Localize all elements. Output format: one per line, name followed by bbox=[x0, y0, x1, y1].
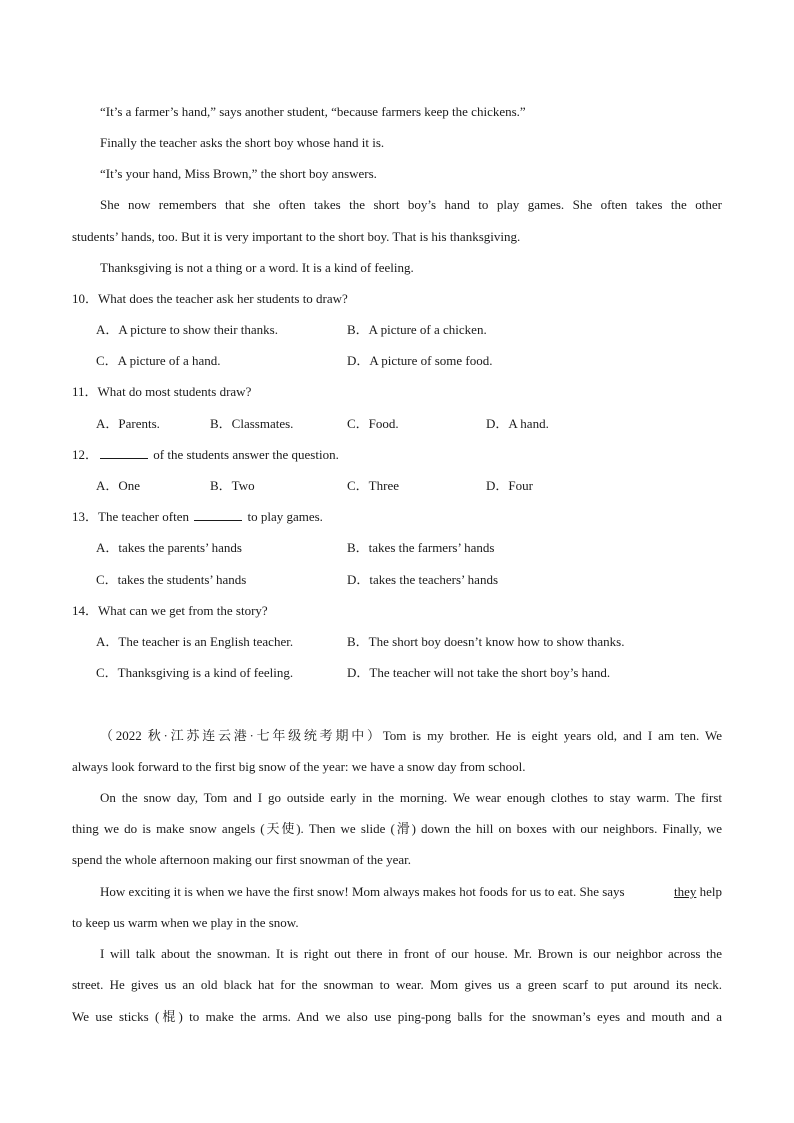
passage-line: thing we do is make snow angels (天使). Then we slide (滑) down the hill on boxes with our neighbors. Finally, we bbox=[72, 821, 722, 836]
passage-line: “It’s your hand, Miss Brown,” the short boy answers. bbox=[100, 166, 377, 181]
passage-line: She now remembers that she often takes the short boy’s hand to play games. She often takes the other bbox=[100, 197, 722, 212]
option-c[interactable]: C．Three bbox=[347, 478, 399, 493]
passage-line: How exciting it is when we have the first snow! Mom always makes hot foods for us to eat. She says they help bbox=[100, 884, 722, 899]
option-c[interactable]: C．takes the students’ hands bbox=[96, 572, 247, 587]
underlined-word: they bbox=[673, 884, 697, 899]
passage-line: Finally the teacher asks the short boy whose hand it is. bbox=[100, 135, 385, 150]
answer-blank[interactable] bbox=[100, 446, 148, 459]
passage-line: spend the whole afternoon making our first snowman of the year. bbox=[72, 852, 411, 867]
passage-line: We use sticks (棍) to make the arms. And we also use ping-pong balls for the snowman’s eyes and mouth and a bbox=[72, 1009, 722, 1024]
option-d[interactable]: D．A hand. bbox=[486, 416, 549, 431]
option-d[interactable]: D．A picture of some food. bbox=[347, 353, 493, 368]
option-c[interactable]: C．A picture of a hand. bbox=[96, 353, 221, 368]
passage-line: （2022 秋·江苏连云港·七年级统考期中）Tom is my brother. He is eight years old, and I am ten. We bbox=[100, 728, 722, 743]
option-c[interactable]: C．Food. bbox=[347, 416, 399, 431]
option-a[interactable]: A．One bbox=[96, 478, 141, 493]
question-14: 14．What can we get from the story? bbox=[72, 603, 268, 618]
option-d[interactable]: D．takes the teachers’ hands bbox=[347, 572, 499, 587]
passage-line: always look forward to the first big snow of the year: we have a snow day from school. bbox=[72, 759, 526, 774]
answer-blank[interactable] bbox=[194, 508, 242, 521]
option-a[interactable]: A．A picture to show their thanks. bbox=[96, 322, 278, 337]
option-a[interactable]: A．The teacher is an English teacher. bbox=[96, 634, 294, 649]
passage-line: Thanksgiving is not a thing or a word. It is a kind of feeling. bbox=[100, 260, 414, 275]
option-b[interactable]: B．takes the farmers’ hands bbox=[347, 540, 495, 555]
option-b[interactable]: B．Classmates. bbox=[210, 416, 294, 431]
option-d[interactable]: D．The teacher will not take the short boy’s hand. bbox=[347, 665, 611, 680]
option-c[interactable]: C．Thanksgiving is a kind of feeling. bbox=[96, 665, 294, 680]
passage-line: I will talk about the snowman. It is right out there in front of our house. Mr. Brown is our neighbor across the bbox=[100, 946, 722, 961]
option-a[interactable]: A．Parents. bbox=[96, 416, 160, 431]
option-a[interactable]: A．takes the parents’ hands bbox=[96, 540, 242, 555]
option-d[interactable]: D．Four bbox=[486, 478, 533, 493]
question-10: 10．What does the teacher ask her students to draw? bbox=[72, 291, 348, 306]
passage-line: “It’s a farmer’s hand,” says another student, “because farmers keep the chickens.” bbox=[100, 104, 526, 119]
question-11: 11．What do most students draw? bbox=[72, 384, 252, 399]
passage-line: street. He gives us an old black hat for the snowman to wear. Mom gives us a green scarf to put around its neck. bbox=[72, 977, 722, 992]
option-b[interactable]: B．Two bbox=[210, 478, 255, 493]
option-b[interactable]: B．The short boy doesn’t know how to show thanks. bbox=[347, 634, 625, 649]
passage-line: On the snow day, Tom and I go outside early in the morning. We wear enough clothes to stay warm. The first bbox=[100, 790, 722, 805]
option-b[interactable]: B．A picture of a chicken. bbox=[347, 322, 487, 337]
question-13: 13．The teacher often to play games. bbox=[72, 509, 323, 524]
question-12: 12． of the students answer the question. bbox=[72, 447, 339, 462]
passage-line: students’ hands, too. But it is very important to the short boy. That is his thanksgiving. bbox=[72, 229, 521, 244]
passage-line: to keep us warm when we play in the snow. bbox=[72, 915, 299, 930]
